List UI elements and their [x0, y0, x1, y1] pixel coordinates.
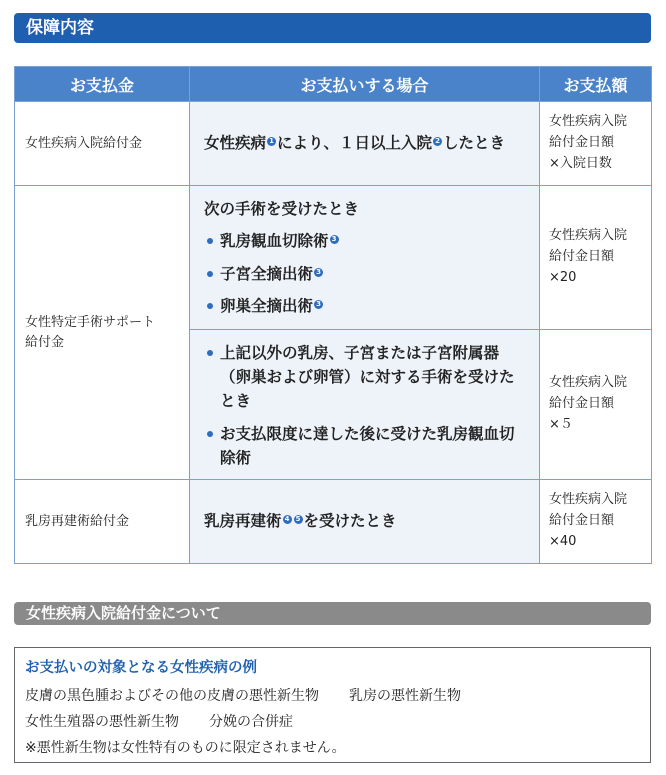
- amount-line: 女性疾病入院: [549, 114, 628, 130]
- footnote: ※悪性新生物は女性特有のものに限定されません。: [25, 740, 346, 756]
- example-item: 女性生殖器の悪性新生物: [25, 714, 179, 730]
- row-condition: [190, 480, 540, 564]
- note-marker: 3: [330, 235, 339, 244]
- condition-text: を受けたとき: [303, 512, 397, 531]
- row-amount: [540, 330, 652, 480]
- amount-line: 給付金日額: [549, 513, 615, 529]
- header-payment: お支払金: [15, 67, 190, 102]
- condition-text: 乳房再建術: [204, 512, 282, 531]
- amount-line: ×20: [549, 269, 577, 285]
- row-name: [15, 186, 190, 480]
- condition-text: したとき: [443, 134, 506, 153]
- list-item: お支払限度に達した後に受けた乳房観血切除術: [204, 422, 525, 470]
- table-row: [15, 480, 652, 564]
- row-condition: [190, 102, 540, 186]
- note-marker: 1: [267, 137, 276, 146]
- section-title-coverage: 保障内容: [14, 13, 651, 43]
- row-condition: [190, 330, 540, 480]
- amount-line: ×40: [549, 533, 577, 549]
- note-marker: 3: [314, 268, 323, 277]
- item-text: 子宮全摘出術: [220, 264, 314, 283]
- note-marker: 3: [314, 300, 323, 309]
- note-marker: 4: [283, 515, 292, 524]
- row-name: 乳房再建術給付金: [15, 480, 190, 564]
- row-name: 女性疾病入院給付金: [15, 102, 190, 186]
- table-row: [15, 186, 652, 330]
- example-line: [25, 709, 640, 735]
- box-title: お支払いの対象となる女性疾病の例: [25, 660, 257, 676]
- condition-text: 女性疾病: [204, 134, 267, 153]
- header-condition: お支払いする場合: [190, 67, 540, 102]
- amount-line: 給付金日額: [549, 396, 615, 412]
- note-marker: 2: [433, 137, 442, 146]
- surgery-list: [204, 229, 525, 317]
- note-marker: 5: [294, 515, 303, 524]
- amount-line: 女性疾病入院: [549, 375, 628, 391]
- amount-line: 給付金日額: [549, 249, 615, 265]
- coverage-table: [14, 66, 652, 564]
- list-item: [204, 294, 525, 318]
- example-line: [25, 683, 640, 709]
- condition-text: により、１日以上入院: [277, 134, 433, 153]
- table-row: [15, 102, 652, 186]
- item-text: 乳房観血切除術: [220, 232, 329, 251]
- row-amount: [540, 186, 652, 330]
- row-condition: [190, 186, 540, 330]
- amount-line: ×入院日数: [549, 155, 612, 171]
- example-item: 分娩の合併症: [209, 714, 293, 730]
- amount-line: ×５: [549, 416, 573, 432]
- row-amount: [540, 102, 652, 186]
- item-text: 卵巣全摘出術: [220, 296, 314, 315]
- table-header-row: [15, 67, 652, 102]
- condition-intro: 次の手術を受けたとき: [204, 200, 360, 219]
- list-item: [204, 262, 525, 286]
- amount-line: 女性疾病入院: [549, 492, 628, 508]
- surgery-list: [204, 341, 525, 469]
- amount-line: 女性疾病入院: [549, 228, 628, 244]
- row-amount: [540, 480, 652, 564]
- disease-examples-box: [14, 647, 651, 763]
- name-line: 給付金: [25, 334, 65, 350]
- section-title-hospital-benefit: 女性疾病入院給付金について: [14, 602, 651, 625]
- example-item: 皮膚の黒色腫およびその他の皮膚の悪性新生物: [25, 688, 319, 704]
- list-item: [204, 229, 525, 253]
- example-item: 乳房の悪性新生物: [349, 688, 461, 704]
- amount-line: 給付金日額: [549, 135, 615, 151]
- list-item: 上記以外の乳房、子宮または子宮附属器（卵巣および卵管）に対する手術を受けたとき: [204, 341, 525, 413]
- name-line: 女性特定手術サポート: [25, 315, 156, 330]
- header-amount: お支払額: [540, 67, 652, 102]
